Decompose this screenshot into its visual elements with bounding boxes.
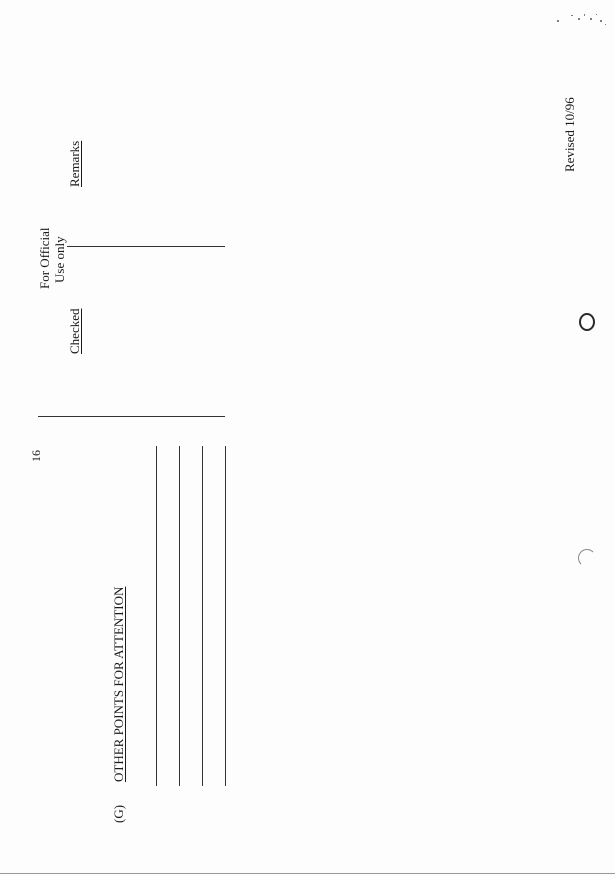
answer-line-3 [202,446,203,786]
punch-hole-mark [579,313,595,331]
punch-hole-faint-mark [578,549,596,567]
revision-note: Revised 10/96 [562,97,577,172]
scan-edge [0,873,615,874]
checked-column-rule [38,416,225,417]
scan-speck [596,14,597,15]
scan-speck [600,20,602,22]
scan-speck [578,18,580,20]
remarks-column-label: Remarks [67,140,82,187]
official-use-heading-line2: Use only [52,236,67,283]
scan-speck [557,20,559,22]
checked-column-label: Checked [67,308,82,354]
scan-speck [584,14,585,16]
official-use-divider [67,246,225,247]
official-use-heading-line1: For Official [37,227,52,289]
section-letter: (G) [111,804,126,823]
section-title: OTHER POINTS FOR ATTENTION [111,586,126,782]
answer-line-2 [179,446,180,786]
scan-speck [571,15,573,16]
answer-line-1 [156,446,157,786]
scan-speck [605,24,606,25]
answer-line-4 [225,446,226,786]
scan-speck [590,18,592,20]
page-number: 16 [29,450,43,462]
